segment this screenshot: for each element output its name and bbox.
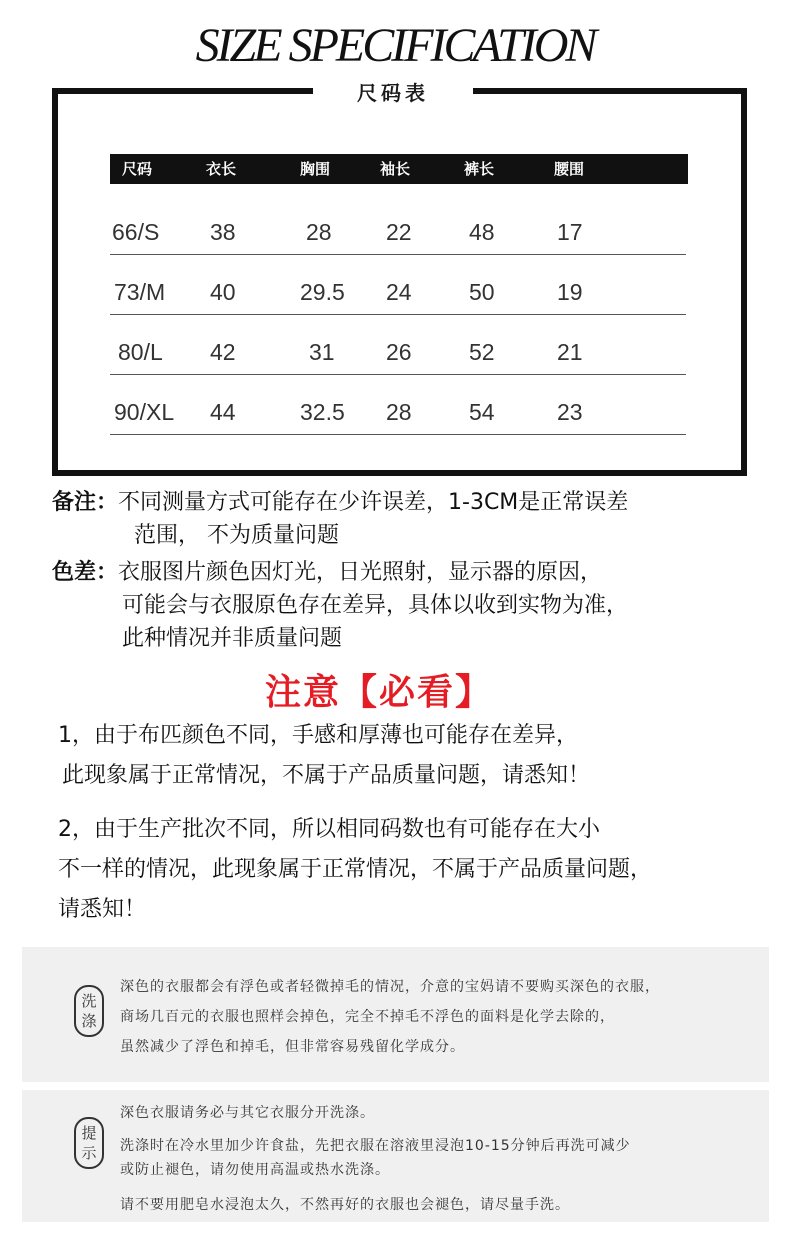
header-size: 尺码 <box>122 160 153 178</box>
cell-pants: 52 <box>469 339 495 365</box>
wash-line: 虽然减少了浮色和掉毛，但非常容易残留化学成分。 <box>120 1039 465 1055</box>
notice-line: 请悉知！ <box>58 897 147 922</box>
cell-size: 73/M <box>114 279 166 305</box>
cell-waist: 19 <box>557 279 583 305</box>
cell-length: 42 <box>210 339 236 365</box>
size-table-header <box>110 154 688 184</box>
notice-line: 不一样的情况，此现象属于正常情况，不属于产品质量问题， <box>58 857 653 882</box>
tip-line: 深色衣服请务必与其它衣服分开洗涤。 <box>120 1105 375 1121</box>
color-diff-line: 衣服图片颜色因灯光，日光照射，显示器的原因， <box>118 560 603 585</box>
wash-badge-icon: 洗 涤 <box>74 985 104 1037</box>
table-row <box>110 254 686 315</box>
header-pants: 裤长 <box>464 160 495 178</box>
table-row <box>110 194 686 255</box>
notice-line: 2，由于生产批次不同，所以相同码数也有可能存在大小 <box>58 817 600 842</box>
cell-size: 66/S <box>112 219 160 245</box>
header-waist: 腰围 <box>554 160 585 178</box>
header-sleeve: 袖长 <box>380 160 411 178</box>
remarks-line: 范围， 不为质量问题 <box>134 523 339 548</box>
cell-size: 90/XL <box>114 399 175 425</box>
page-title: SIZE SPECIFICATION <box>195 19 595 72</box>
cell-sleeve: 22 <box>386 219 412 245</box>
cell-pants: 54 <box>469 399 495 425</box>
header-length: 衣长 <box>206 160 237 178</box>
cell-length: 44 <box>210 399 236 425</box>
notice-line: 此现象属于正常情况，不属于产品质量问题，请悉知！ <box>62 763 591 788</box>
tip-badge-icon: 提 示 <box>74 1117 104 1169</box>
cell-chest: 28 <box>306 219 332 245</box>
cell-length: 38 <box>210 219 236 245</box>
notice-title: 注意【必看】 <box>264 672 493 713</box>
notice-paragraph-1 <box>58 716 758 796</box>
cell-pants: 50 <box>469 279 495 305</box>
color-diff-line: 可能会与衣服原色存在差异，具体以收到实物为准， <box>122 593 629 618</box>
notice-paragraph-2 <box>58 810 758 930</box>
header-chest: 胸围 <box>300 160 331 178</box>
cell-sleeve: 26 <box>386 339 412 365</box>
wash-line: 深色的衣服都会有浮色或者轻微掉毛的情况，介意的宝妈请不要购买深色的衣服， <box>120 979 660 995</box>
notice-line: 1，由于布匹颜色不同，手感和厚薄也可能存在差异， <box>58 723 578 748</box>
color-diff-line: 此种情况并非质量问题 <box>122 626 343 651</box>
cell-size: 80/L <box>118 339 163 365</box>
size-table-label: 尺码表 <box>313 78 473 108</box>
cell-sleeve: 24 <box>386 279 412 305</box>
table-row <box>110 314 686 375</box>
cell-waist: 21 <box>557 339 583 365</box>
cell-chest: 29.5 <box>300 279 345 305</box>
cell-chest: 31 <box>309 339 335 365</box>
color-diff-note <box>52 556 752 655</box>
cell-length: 40 <box>210 279 236 305</box>
remarks-line: 不同测量方式可能存在少许误差，1-3CM是正常误差 <box>118 490 629 515</box>
remarks-note <box>52 486 752 552</box>
cell-chest: 32.5 <box>300 399 345 425</box>
wash-line: 商场几百元的衣服也照样会掉色，完全不掉毛不浮色的面料是化学去除的， <box>120 1009 615 1025</box>
cell-sleeve: 28 <box>386 399 412 425</box>
tip-line: 或防止褪色，请勿使用高温或热水洗涤。 <box>120 1162 390 1178</box>
cell-waist: 17 <box>557 219 583 245</box>
cell-pants: 48 <box>469 219 495 245</box>
remarks-label: 备注： <box>52 490 119 515</box>
tip-line: 洗涤时在冷水里加少许食盐，先把衣服在溶液里浸泡10-15分钟后再洗可减少 <box>120 1138 631 1154</box>
tip-line: 请不要用肥皂水浸泡太久，不然再好的衣服也会褪色，请尽量手洗。 <box>120 1197 570 1213</box>
table-row <box>110 374 686 435</box>
cell-waist: 23 <box>557 399 583 425</box>
color-diff-label: 色差： <box>52 560 119 585</box>
